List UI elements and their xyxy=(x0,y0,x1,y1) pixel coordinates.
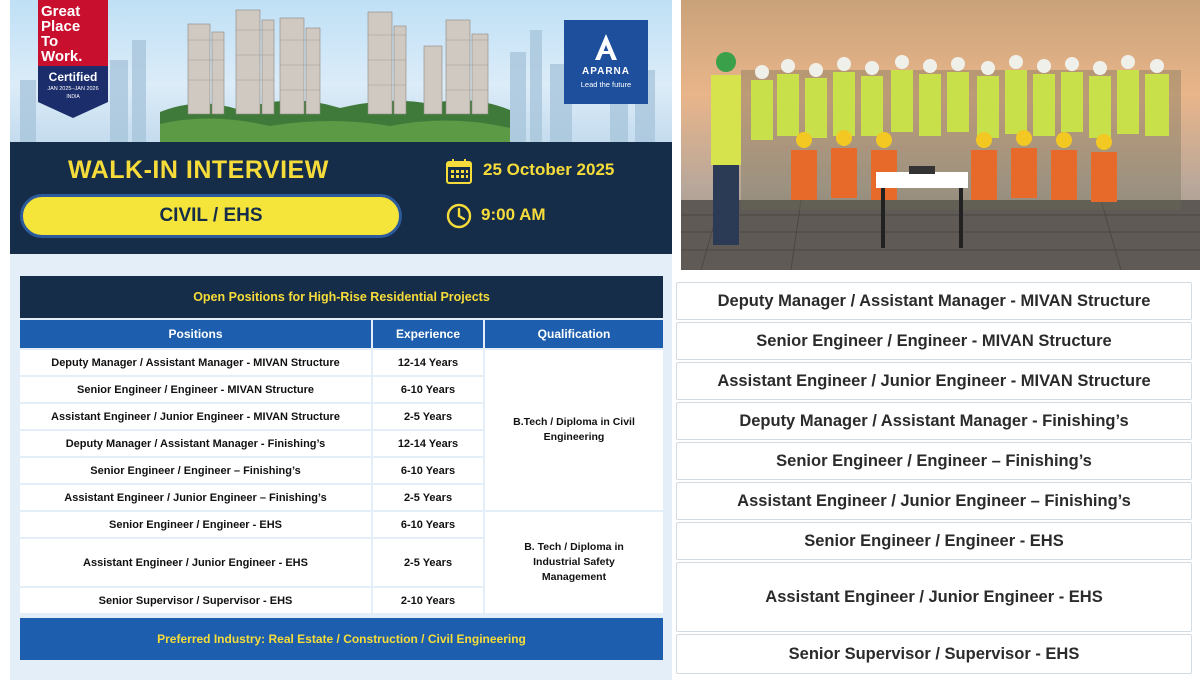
list-item-label: Assistant Engineer / Junior Engineer - MIVAN Structure xyxy=(717,371,1151,390)
badge-certified: Certified xyxy=(48,70,98,84)
experience-cell: 12-14 Years xyxy=(373,431,483,456)
list-item-label: Deputy Manager / Assistant Manager - MIVAN Structure xyxy=(717,291,1151,310)
list-item-label: Deputy Manager / Assistant Manager - Finishing’s xyxy=(739,411,1129,430)
experience-cell: 2-5 Years xyxy=(373,404,483,429)
aparna-logo-icon xyxy=(564,20,648,66)
experience-cell: 6-10 Years xyxy=(373,512,483,537)
department-pill xyxy=(20,194,402,238)
interview-time: 9:00 AM xyxy=(481,205,546,224)
list-item xyxy=(676,322,1192,360)
list-item xyxy=(676,362,1192,400)
position-cell: Assistant Engineer / Junior Engineer – Finishing’s xyxy=(20,485,371,510)
interview-title: WALK-IN INTERVIEW xyxy=(68,156,329,184)
job-poster xyxy=(10,0,672,680)
list-item-label: Senior Engineer / Engineer - EHS xyxy=(804,531,1064,550)
position-cell: Assistant Engineer / Junior Engineer - MIVAN Structure xyxy=(20,404,371,429)
experience-cell: 2-5 Years xyxy=(373,485,483,510)
preferred-industry: Preferred Industry: Real Estate / Construction / Civil Engineering xyxy=(157,632,526,646)
position-cell: Senior Supervisor / Supervisor - EHS xyxy=(20,588,371,613)
column-header-positions: Positions xyxy=(20,320,371,348)
list-item-label: Senior Supervisor / Supervisor - EHS xyxy=(788,644,1080,663)
list-item xyxy=(676,442,1192,480)
position-cell: Deputy Manager / Assistant Manager - MIVAN Structure xyxy=(20,350,371,375)
position-cell: Senior Engineer / Engineer - EHS xyxy=(20,512,371,537)
qualification-civil: B.Tech / Diploma in Civil Engineering xyxy=(485,350,663,510)
department-label: CIVIL / EHS xyxy=(159,205,263,226)
position-cell: Senior Engineer / Engineer – Finishing’s xyxy=(20,458,371,483)
position-cell: Deputy Manager / Assistant Manager - Finishing’s xyxy=(20,431,371,456)
experience-cell: 6-10 Years xyxy=(373,458,483,483)
table-title-bar xyxy=(20,276,663,318)
list-item xyxy=(676,562,1192,632)
position-cell: Assistant Engineer / Junior Engineer - EHS xyxy=(20,539,371,586)
interview-date: 25 October 2025 xyxy=(483,160,615,179)
team-photo-image xyxy=(681,0,1200,270)
brand-tagline: Lead the future xyxy=(580,80,632,89)
experience-cell: 12-14 Years xyxy=(373,350,483,375)
aparna-logo xyxy=(564,20,648,104)
experience-cell: 2-5 Years xyxy=(373,539,483,586)
list-item-label: Senior Engineer / Engineer - MIVAN Structure xyxy=(756,331,1112,350)
great-place-to-work-badge xyxy=(38,0,108,118)
list-item-label: Senior Engineer / Engineer – Finishing’s xyxy=(776,451,1092,470)
position-cell: Senior Engineer / Engineer - MIVAN Structure xyxy=(20,377,371,402)
list-item-label: Assistant Engineer / Junior Engineer – Finishing’s xyxy=(737,491,1131,510)
experience-cell: 6-10 Years xyxy=(373,377,483,402)
badge-dates: JAN 2025–JAN 2026 xyxy=(47,86,99,92)
team-photo xyxy=(681,0,1200,270)
table-title: Open Positions for High-Rise Residential Projects xyxy=(193,290,490,304)
qualification-safety: B. Tech / Diploma in Industrial Safety Management xyxy=(485,512,663,613)
list-item xyxy=(676,522,1192,560)
list-item xyxy=(676,402,1192,440)
column-header-experience: Experience xyxy=(373,320,483,348)
interview-banner xyxy=(10,142,672,254)
list-item-label: Assistant Engineer / Junior Engineer - EHS xyxy=(765,587,1103,606)
brand-name: APARNA xyxy=(581,66,631,77)
preferred-industry-bar xyxy=(20,618,663,660)
badge-title: Great Place To Work. xyxy=(41,3,83,65)
list-item xyxy=(676,482,1192,520)
badge-country: INDIA xyxy=(66,94,80,100)
hero-banner xyxy=(10,0,672,142)
calendar-icon xyxy=(446,158,472,184)
experience-cell: 2-10 Years xyxy=(373,588,483,613)
list-item xyxy=(676,634,1192,674)
column-header-qualification: Qualification xyxy=(485,320,663,348)
clock-icon xyxy=(446,203,472,229)
list-item xyxy=(676,282,1192,320)
